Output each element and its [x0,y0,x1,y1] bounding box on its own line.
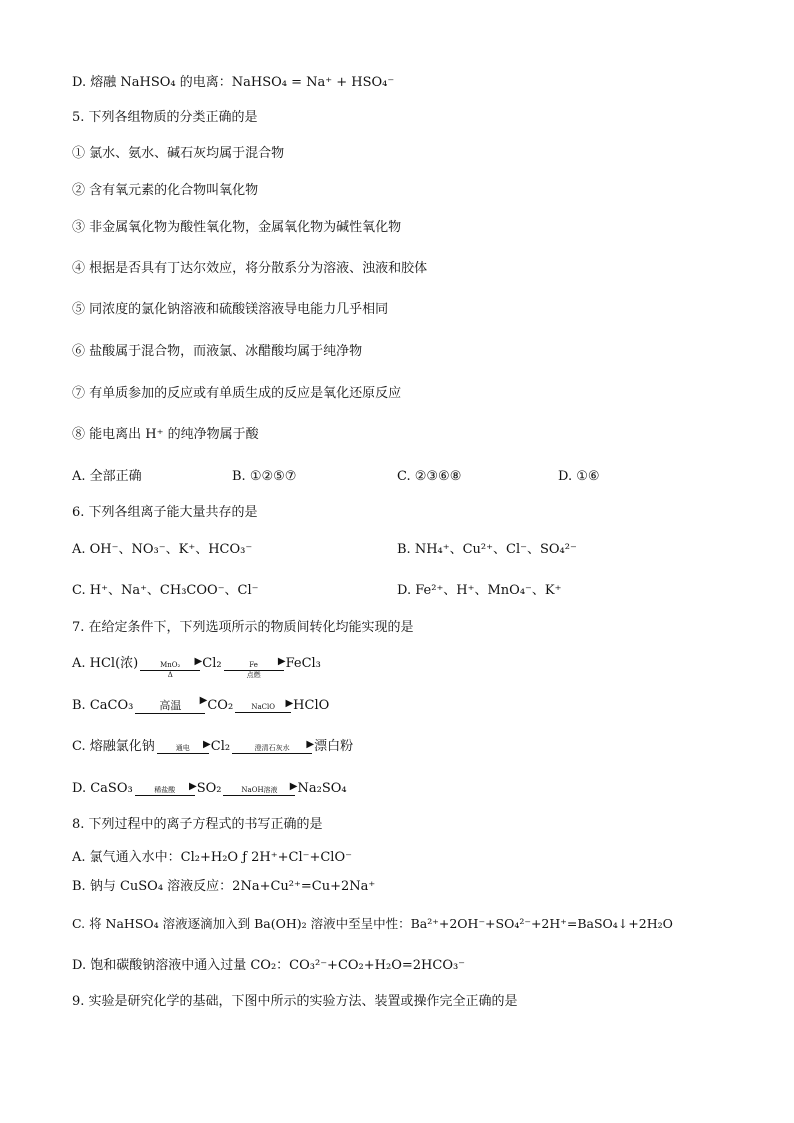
q7-d-intermediate: SO₂ [196,781,222,796]
q8-option-b: B. 钠与 CuSO₄ 溶液反应：2Na+Cu²⁺=Cu+2Na⁺ [72,879,376,894]
q8-option-c: C. 将 NaHSO₄ 溶液逐滴加入到 Ba(OH)₂ 溶液中至呈中性：Ba²⁺+2OH⁻+SO₄²⁻+2H⁺=BaSO₄↓+2H₂O [72,916,673,931]
arrow-head-icon: ▶ [194,656,203,667]
q6-option-b: B. NH₄⁺、Cu²⁺、Cl⁻、SO₄²⁻ [397,542,577,557]
q5-item-1: ① 氯水、氨水、碱石灰均属于混合物 [72,146,285,161]
reaction-arrow [157,739,211,754]
q5-item-6: ⑥ 盐酸属于混合物，而液氯、冰醋酸均属于纯净物 [72,344,363,359]
arrow-head-icon: ▶ [199,695,208,706]
q5-item-2: ② 含有氧元素的化合物叫氧化物 [72,183,259,198]
q5-option-b: B. ①②⑤⑦ [232,469,297,484]
arrow-condition: NaOH溶液 [241,786,278,794]
q7-a-intermediate: Cl₂ [202,656,222,671]
arrow-condition: 稀盐酸 [154,786,176,794]
q7-option-d [72,779,754,799]
arrow-condition: 高温 [159,699,182,712]
q5-item-3: ③ 非金属氧化物为酸性氧化物，金属氧化物为碱性氧化物 [72,220,402,235]
q5-item-7: ⑦ 有单质参加的反应或有单质生成的反应是氧化还原反应 [72,386,402,401]
reaction-arrow [223,781,298,796]
q7-d-reactant: D. CaSO₃ [72,781,133,796]
q7-option-c [72,737,754,757]
q6-option-d: D. Fe²⁺、H⁺、MnO₄⁻、K⁺ [397,583,562,598]
arrow-shaft [235,712,291,713]
reaction-arrow [135,781,197,796]
arrow-condition: Fe [249,661,258,669]
q5-item-8: ⑧ 能电离出 H⁺ 的纯净物属于酸 [72,427,259,442]
q7-option-b [72,696,754,716]
q7-c-reactant: C. 熔融氯化钠 [72,739,155,754]
q6-option-a: A. OH⁻、NO₃⁻、K⁺、HCO₃⁻ [72,542,253,557]
arrow-condition: NaClO [251,703,275,711]
arrow-condition: 澄清石灰水 [254,744,290,752]
arrow-condition: MnO₂ [160,661,181,669]
q7-c-product: 漂白粉 [314,739,354,754]
arrow-head-icon: ▶ [189,781,197,792]
reaction-arrow [232,739,315,754]
arrow-head-icon: ▶ [289,781,298,792]
arrow-head-icon: ▶ [277,656,286,667]
q5-option-a: A. 全部正确 [72,469,142,484]
q7-option-a [72,654,754,679]
arrow-condition: Δ [167,671,173,679]
question-5: 5. 下列各组物质的分类正确的是 [72,110,258,125]
q5-option-c: C. ②③⑥⑧ [397,469,462,484]
q6-option-c: C. H⁺、Na⁺、CH₃COO⁻、Cl⁻ [72,583,259,598]
arrow-head-icon: ▶ [203,739,211,750]
q5-item-5: ⑤ 同浓度的氯化钠溶液和硫酸镁溶液导电能力几乎相同 [72,302,389,317]
arrow-shaft [135,713,205,714]
arrow-head-icon: ▶ [285,698,294,709]
reaction-arrow [135,695,208,714]
q5-item-4: ④ 根据是否具有丁达尔效应，将分散系分为溶液、浊液和胶体 [72,261,428,276]
reaction-arrow [235,698,294,713]
q5-option-d: D. ①⑥ [558,469,600,484]
q8-option-d: D. 饱和碳酸钠溶液中通入过量 CO₂：CO₃²⁻+CO₂+H₂O=2HCO₃⁻ [72,958,466,973]
question-6: 6. 下列各组离子能大量共存的是 [72,505,258,520]
arrow-shaft [223,795,295,796]
question-8: 8. 下列过程中的离子方程式的书写正确的是 [72,817,323,832]
arrow-shaft [135,795,195,796]
q7-b-product: HClO [293,698,330,713]
reaction-arrow [140,656,203,679]
q7-a-product: FeCl₃ [285,656,321,671]
arrow-condition: 点燃 [246,671,261,679]
q8-option-a: A. 氯气通入水中：Cl₂+H₂O ƒ 2H⁺+Cl⁻+ClO⁻ [72,850,352,865]
q7-b-reactant: B. CaCO₃ [72,698,134,713]
q7-c-intermediate: Cl₂ [210,739,231,754]
q7-d-product: Na₂SO₄ [297,781,347,796]
reaction-arrow [224,656,286,679]
arrow-head-icon: ▶ [306,739,315,750]
question-7: 7. 在给定条件下，下列选项所示的物质间转化均能实现的是 [72,620,414,635]
question-9: 9. 实验是研究化学的基础，下图中所示的实验方法、装置或操作完全正确的是 [72,994,518,1009]
arrow-shaft [232,753,312,754]
text-line: D. 熔融 NaHSO₄ 的电离：NaHSO₄ = Na⁺ + HSO₄⁻ [72,75,395,90]
q7-a-reactant: A. HCl(浓) [72,656,139,671]
q7-b-intermediate: CO₂ [207,698,234,713]
arrow-condition: 通电 [175,744,190,752]
arrow-shaft [157,753,209,754]
